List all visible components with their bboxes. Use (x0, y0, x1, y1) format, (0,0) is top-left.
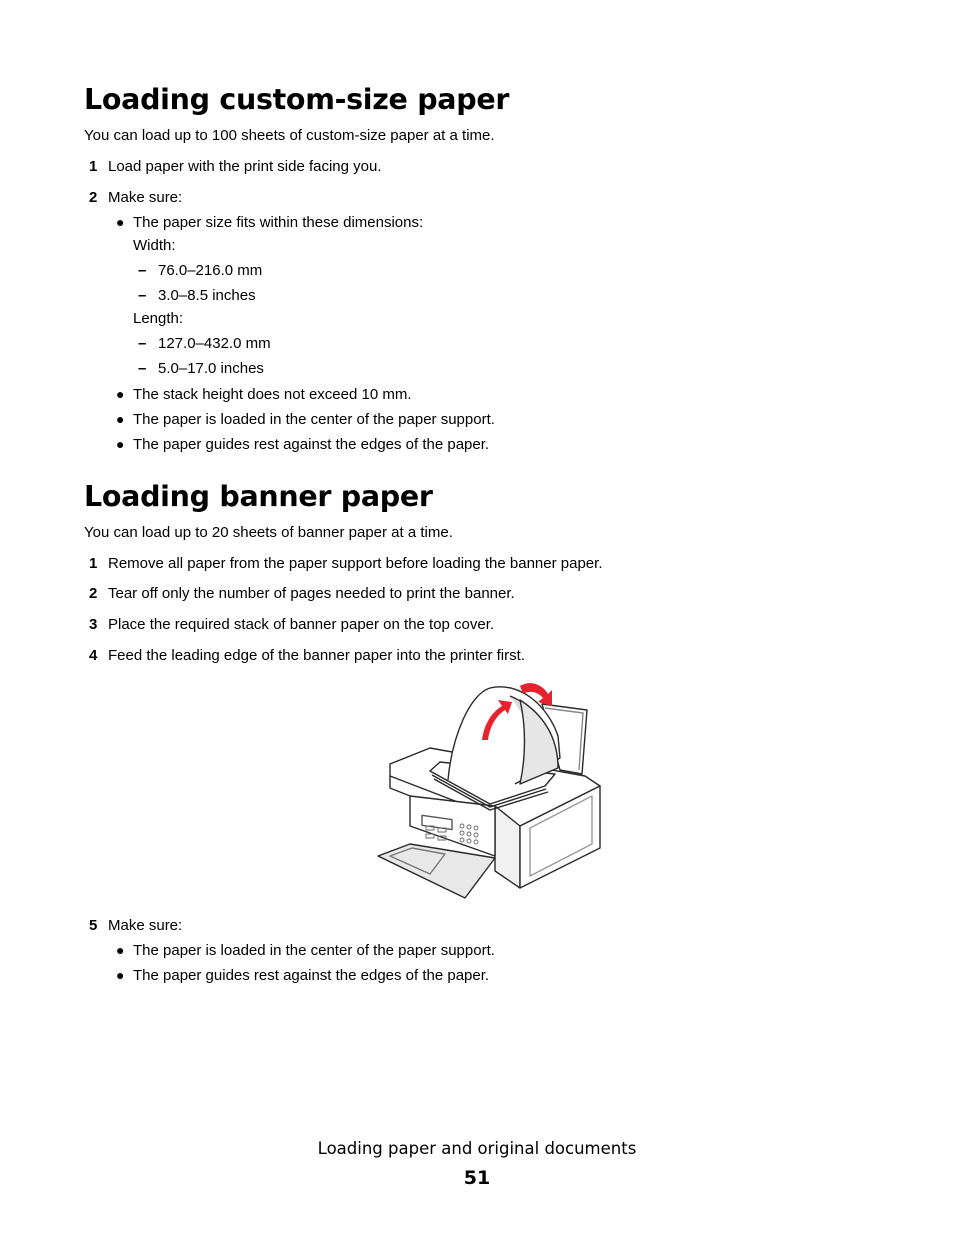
step-text: Make sure: (108, 189, 183, 206)
section-heading-banner: Loading banner paper (84, 480, 433, 513)
step-text: Load paper with the print side facing you. (108, 158, 382, 175)
dash-marker: – (138, 360, 147, 377)
step-number: 2 (89, 189, 98, 206)
width-value: 3.0–8.5 inches (158, 287, 256, 304)
bullet-text: The paper is loaded in the center of the paper support. (133, 411, 495, 428)
length-label: Length: (133, 310, 184, 327)
dash-marker: – (138, 262, 147, 279)
bullet-text: The paper is loaded in the center of the paper support. (133, 942, 495, 959)
step-number: 4 (89, 647, 98, 664)
step-text: Tear off only the number of pages needed to print the banner. (108, 585, 515, 602)
bullet-marker: ● (116, 436, 125, 452)
step-number: 2 (89, 585, 98, 602)
page-number: 51 (463, 1167, 491, 1189)
step-number: 3 (89, 616, 98, 633)
footer-chapter-title: Loading paper and original documents (317, 1139, 637, 1158)
banner-intro: You can load up to 20 sheets of banner paper at a time. (84, 524, 453, 541)
step-text: Place the required stack of banner paper on the top cover. (108, 616, 495, 633)
step-number: 5 (89, 917, 98, 934)
length-value: 5.0–17.0 inches (158, 360, 264, 377)
step-text: Feed the leading edge of the banner paper into the printer first. (108, 647, 525, 664)
dash-marker: – (138, 335, 147, 352)
bullet-marker: ● (116, 214, 125, 230)
step-number: 1 (89, 555, 98, 572)
step-number: 1 (89, 158, 98, 175)
length-value: 127.0–432.0 mm (158, 335, 271, 352)
printer-banner-illustration (370, 676, 610, 904)
bullet-marker: ● (116, 386, 125, 402)
width-label: Width: (133, 237, 176, 254)
bullet-marker: ● (116, 411, 125, 427)
bullet-text: The paper guides rest against the edges of the paper. (133, 436, 490, 453)
bullet-marker: ● (116, 967, 125, 983)
bullet-text: The paper guides rest against the edges of the paper. (133, 967, 490, 984)
custom-size-intro: You can load up to 100 sheets of custom-size paper at a time. (84, 127, 495, 144)
section-heading-custom-size: Loading custom-size paper (84, 83, 510, 116)
dash-marker: – (138, 287, 147, 304)
width-value: 76.0–216.0 mm (158, 262, 263, 279)
step-text: Remove all paper from the paper support before loading the banner paper. (108, 555, 603, 572)
step-text: Make sure: (108, 917, 183, 934)
bullet-marker: ● (116, 942, 125, 958)
bullet-text: The paper size fits within these dimensions: (133, 214, 424, 231)
bullet-text: The stack height does not exceed 10 mm. (133, 386, 412, 403)
